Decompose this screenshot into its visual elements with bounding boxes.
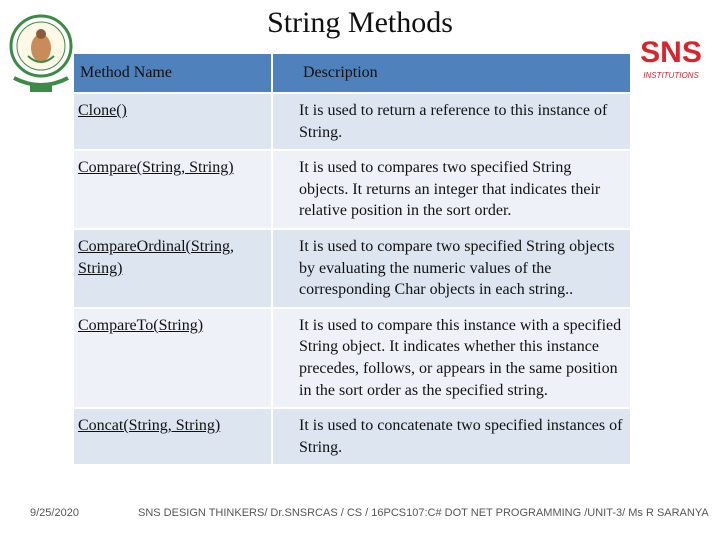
table-row <box>74 229 630 308</box>
sns-logo-subtext: INSTITUTIONS <box>643 71 699 80</box>
string-methods-table <box>74 54 630 466</box>
method-link-compare-to[interactable]: CompareTo(String) <box>78 316 204 334</box>
footer-date: 9/25/2020 <box>30 507 79 519</box>
table-row <box>74 308 630 408</box>
slide-title: String Methods <box>267 6 453 39</box>
college-seal-logo <box>8 12 74 102</box>
method-description: It is used to compare two specified String objects by evaluating the numeric values of the corresponding Char objects in each string.. <box>272 229 630 308</box>
method-description: It is used to compare this instance with a specified String object. It indicates whether this instance precedes, follows, or appears in the same position in the sort order as the specified string. <box>272 308 630 408</box>
table-row <box>74 93 630 150</box>
table-header-row <box>74 54 630 93</box>
header-description: Description <box>272 54 630 93</box>
sns-logo-text: SNS <box>640 36 702 69</box>
method-description: It is used to compares two specified String objects. It returns an integer that indicates their relative position in the sort order. <box>272 150 630 229</box>
table-row <box>74 408 630 465</box>
method-link-compare-ordinal[interactable]: CompareOrdinal(String, String) <box>78 237 234 277</box>
method-link-concat[interactable]: Concat(String, String) <box>78 417 221 435</box>
method-description: It is used to return a reference to this instance of String. <box>272 93 630 150</box>
method-link-compare[interactable]: Compare(String, String) <box>78 159 234 177</box>
method-description: It is used to concatenate two specified instances of String. <box>272 408 630 465</box>
sns-institutions-logo <box>640 20 702 90</box>
method-link-clone[interactable]: Clone() <box>78 102 127 119</box>
header-method-name: Method Name <box>74 54 272 93</box>
table-row <box>74 150 630 229</box>
footer-text: SNS DESIGN THINKERS/ Dr.SNSRCAS / CS / 16PCS107:C# DOT NET PROGRAMMING /UNIT-3/ Ms R SARANYA <box>138 507 709 519</box>
